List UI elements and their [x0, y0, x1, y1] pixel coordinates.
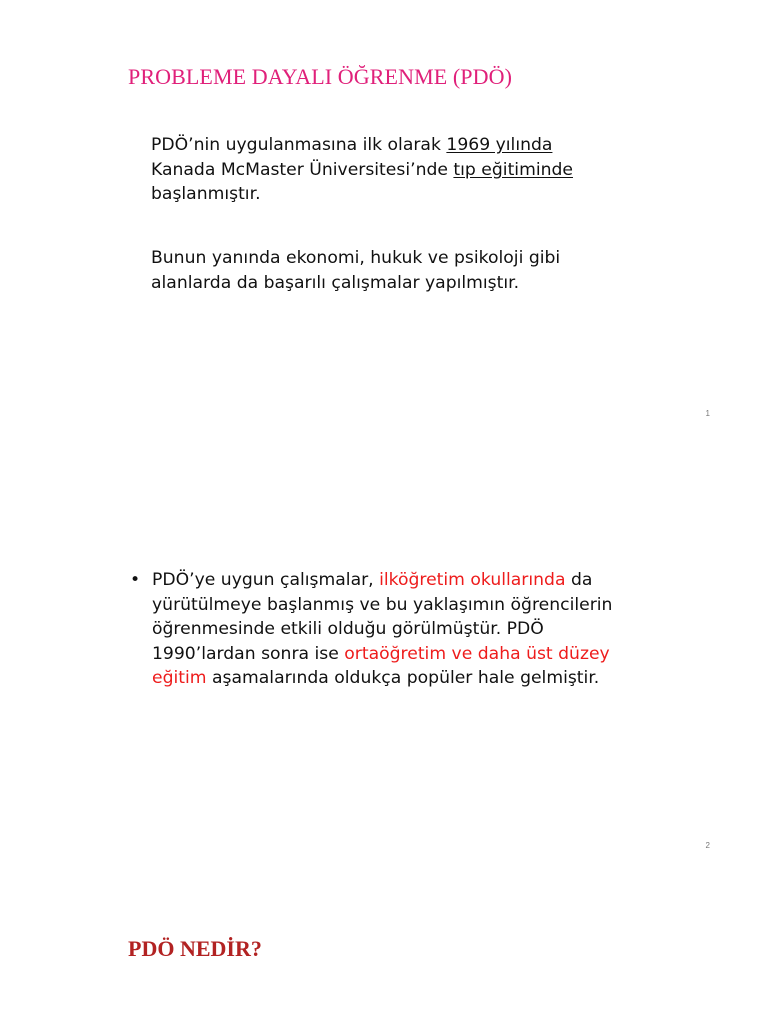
bullet-line-4: 1990’lardan sonra ise ortaöğretim ve daha üst düzey — [152, 643, 610, 664]
slide-3-title: PDÖ NEDİR? — [128, 936, 262, 961]
slide-2 — [0, 438, 768, 876]
intro-line-3: başlanmıştır. — [151, 184, 261, 205]
page-number-1: 1 — [705, 409, 710, 418]
bullet-item — [130, 568, 612, 691]
intro-line-2: Kanada McMaster Üniversitesi’nde tıp eğitiminde — [151, 159, 573, 180]
intro-paragraph — [151, 133, 573, 207]
intro-line-1: PDÖ’nin uygulanmasına ilk olarak 1969 yılında — [151, 135, 553, 155]
fields-line-2: alanlarda da başarılı çalışmalar yapılmıştır. — [151, 272, 520, 293]
bullet-line-5: eğitim aşamalarında oldukça popüler hale gelmiştir. — [152, 668, 600, 689]
fields-paragraph — [151, 246, 560, 295]
slide-1-title: PROBLEME DAYALI ÖĞRENME (PDÖ) — [128, 64, 513, 89]
bullet-list — [130, 568, 612, 691]
slide-3 — [0, 876, 768, 1024]
education-highlight: eğitim — [152, 668, 207, 689]
primary-schools-highlight: ilköğretim okullarında — [379, 570, 566, 590]
bullet-icon: • — [130, 570, 141, 590]
secondary-education-highlight: ortaöğretim ve daha üst düzey — [344, 643, 610, 664]
bullet-line-1: PDÖ’ye uygun çalışmalar, ilköğretim okullarında da — [152, 570, 593, 590]
medical-education-underline: tıp eğitiminde — [453, 159, 573, 180]
fields-line-1: Bunun yanında ekonomi, hukuk ve psikoloji gibi — [151, 248, 561, 268]
slide-1 — [0, 0, 768, 438]
page-number-2: 2 — [705, 841, 710, 850]
bullet-line-2: yürütülmeye başlanmış ve bu yaklaşımın öğrencilerin — [152, 594, 613, 615]
bullet-line-3: öğrenmesinde etkili olduğu görülmüştür. PDÖ — [152, 619, 544, 640]
year-underline: 1969 yılında — [446, 135, 553, 155]
